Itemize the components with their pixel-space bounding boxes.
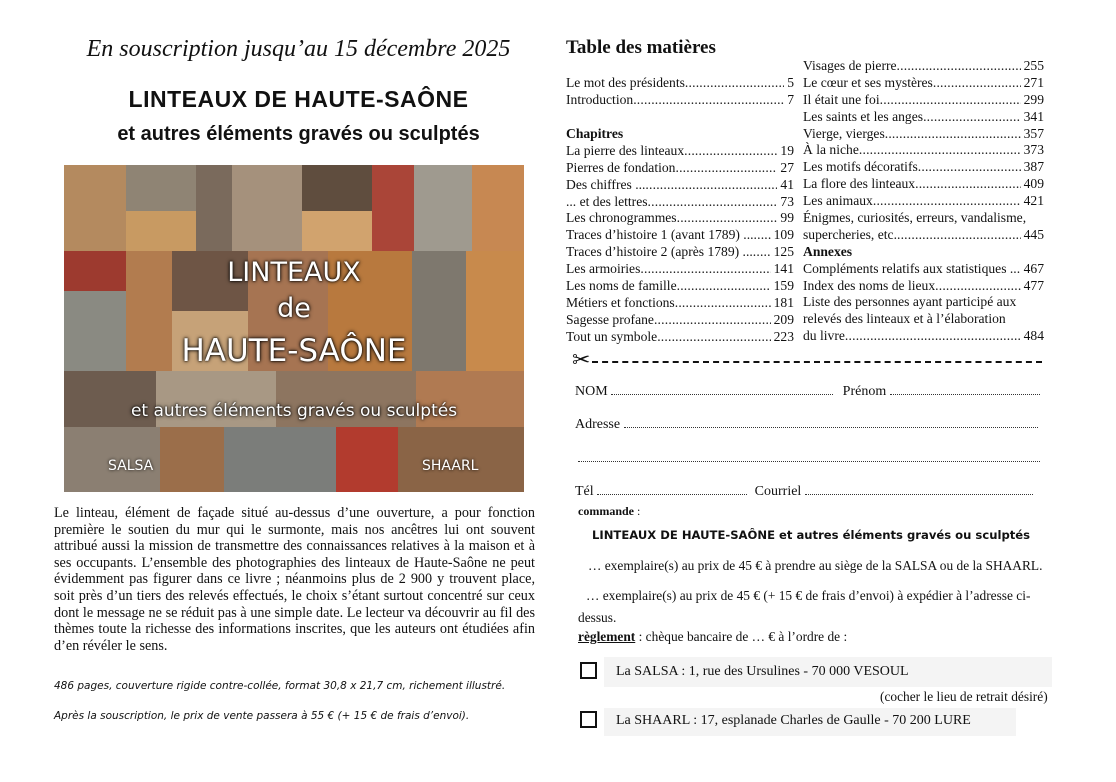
prenom-label: Prénom: [842, 384, 887, 399]
courriel-field[interactable]: [805, 483, 1033, 495]
toc-entry: Les armoiries . . . 141: [566, 261, 794, 278]
address-row: [575, 416, 1038, 433]
toc-entry: Des chiffres ... . . . 41: [566, 177, 794, 194]
toc-entry: La pierre des linteaux . . . 19: [566, 143, 794, 160]
dashed-cut-line: [592, 361, 1042, 363]
book-specs: 486 pages, couverture rigide contre-collée, format 30,8 x 21,7 cm, richement illustré.: [54, 680, 506, 692]
reglement-text: : chèque bancaire de … € à l’ordre de :: [635, 629, 848, 644]
adresse-label: Adresse: [575, 417, 621, 432]
salsa-address: La SALSA : 1, rue des Ursulines - 70 000 VESOUL: [616, 664, 909, 679]
pickup-hint: (cocher le lieu de retrait désiré): [880, 689, 1048, 704]
shaarl-address: La SHAARL : 17, esplanade Charles de Gaulle - 70 200 LURE: [616, 713, 971, 728]
toc-entry: Le cœur et ses mystères . . . 271: [803, 75, 1044, 92]
toc-chapters-heading: Chapitres: [566, 126, 624, 141]
scissors-icon: ✂: [572, 348, 591, 373]
address-row-2: [578, 450, 1040, 467]
cut-line: [572, 349, 1042, 373]
toc-entry: Vierge, vierges . . . 357: [803, 126, 1044, 143]
toc-entry-enigmes: Énigmes, curiosités, erreurs, vandalisme,: [803, 210, 1027, 226]
courriel-label: Courriel: [754, 484, 802, 499]
toc-entry: du livre . . . 484: [803, 328, 1044, 345]
cover-text-subtitle: et autres éléments gravés ou sculptés: [130, 401, 458, 421]
toc-entry: Compléments relatifs aux statistiques .. . . . 467: [803, 261, 1044, 278]
subscription-deadline: En souscription jusqu’au 15 décembre 2025: [86, 36, 511, 62]
adresse-field-2[interactable]: [578, 450, 1040, 462]
book-subtitle: et autres éléments gravés ou sculptés: [117, 123, 480, 145]
toc-entry: Les chronogrammes . . . 99: [566, 210, 794, 227]
book-cover-image: [64, 165, 524, 492]
toc-entry: Les saints et les anges . . . 341: [803, 109, 1044, 126]
shaarl-checkbox[interactable]: [580, 711, 597, 728]
tel-field[interactable]: [597, 483, 747, 495]
toc-entry: Traces d’histoire 2 (après 1789) ... . . . 125: [566, 244, 794, 261]
cover-publisher-salsa: SALSA: [108, 458, 154, 474]
salsa-checkbox[interactable]: [580, 662, 597, 679]
contact-row: [575, 483, 1033, 500]
toc-entry: Les motifs décoratifs . . . 387: [803, 159, 1044, 176]
order-option-shipping: … exemplaire(s) au prix de 45 € (+ 15 € de frais d’envoi) à expédier à l’adresse ci-: [586, 588, 1031, 603]
toc-annexes-heading: Annexes: [803, 243, 853, 259]
toc-entry: Traces d’histoire 1 (avant 1789) ... . . . 109: [566, 227, 794, 244]
toc-entry: À la niche . . . 373: [803, 142, 1044, 159]
cover-text-de: de: [277, 293, 311, 324]
toc-entry: Sagesse profane . . . 209: [566, 312, 794, 329]
name-row: [575, 383, 1040, 400]
reglement-label: règlement: [578, 629, 636, 644]
post-subscription-price: Après la souscription, le prix de vente passera à 55 € (+ 15 € de frais d’envoi).: [54, 710, 470, 722]
toc-entry: Pierres de fondation . . . 27: [566, 160, 794, 177]
cover-text-linteaux: LINTEAUX: [227, 257, 361, 288]
order-option-pickup: … exemplaire(s) au prix de 45 € à prendre au siège de la SALSA ou de la SHAARL.: [588, 558, 1043, 573]
toc-entry: Index des noms de lieux . . . 477: [803, 278, 1044, 295]
toc-entry: Métiers et fonctions . . . 181: [566, 295, 794, 312]
intro-paragraph: Le linteau, élément de façade situé au-dessus d’une ouverture, a pour fonction première le soutien du mur qui le surmonte, mais nos ancêtres lui ont souvent attribué aussi la mission de transmettre des connaissances relatives à la maison et à ses occupants. L’ensemble des photographies des linteaux de Haute-Saône ne peut évidemment pas figurer dans ce livre ; néanmoins plus de 2 900 y trouvent place, soit près d’un tiers des relevés effectués, le choix s’étant surtout concentré sur ceux dont le message ne se réduit pas à une simple date. Le lecteur va découvrir au fil des thèmes toute la richesse des informations inscrites, que les auteurs ont étudiées afin d’en révéler le sens.: [54, 505, 535, 654]
toc-entry: Les animaux . . . 421: [803, 193, 1044, 210]
toc-entry-contributors: relevés des linteaux et à l’élaboration: [803, 311, 1006, 327]
payment-line: [578, 629, 847, 645]
toc-entry: Tout un symbole . . . 223: [566, 329, 794, 346]
tel-label: Tél: [575, 484, 594, 499]
toc-title: Table des matières: [566, 37, 716, 58]
toc-entry: Visages de pierre . . . 255: [803, 58, 1044, 75]
toc-entry: ... et des lettres . . . 73: [566, 194, 794, 211]
toc-entry: Le mot des présidents . . . 5: [566, 75, 794, 92]
toc-entry: Introduction . . . 7: [566, 92, 794, 109]
commande-label: commande :: [578, 504, 641, 518]
toc-front-matter: [566, 75, 794, 109]
toc-chapters: [566, 126, 794, 346]
toc-entry: La flore des linteaux . . . 409: [803, 176, 1044, 193]
adresse-field[interactable]: [624, 416, 1038, 428]
order-book-title: LINTEAUX DE HAUTE-SAÔNE et autres éléments gravés ou sculptés: [592, 528, 1031, 542]
nom-label: NOM: [575, 384, 608, 399]
cover-publisher-shaarl: SHAARL: [422, 458, 479, 474]
prenom-field[interactable]: [890, 383, 1040, 395]
toc-entry: Les noms de famille . . . 159: [566, 278, 794, 295]
book-title: LINTEAUX DE HAUTE-SAÔNE: [128, 86, 469, 112]
toc-column-right: [803, 58, 1044, 345]
toc-entry: supercheries, etc. . . . 445: [803, 227, 1044, 244]
order-option-shipping-cont: dessus.: [578, 610, 617, 625]
toc-entry-contributors: Liste des personnes ayant participé aux: [803, 294, 1017, 310]
cover-text-haute-saone: HAUTE-SAÔNE: [181, 333, 407, 369]
toc-entry: Il était une foi . . . 299: [803, 92, 1044, 109]
nom-field[interactable]: [611, 383, 833, 395]
